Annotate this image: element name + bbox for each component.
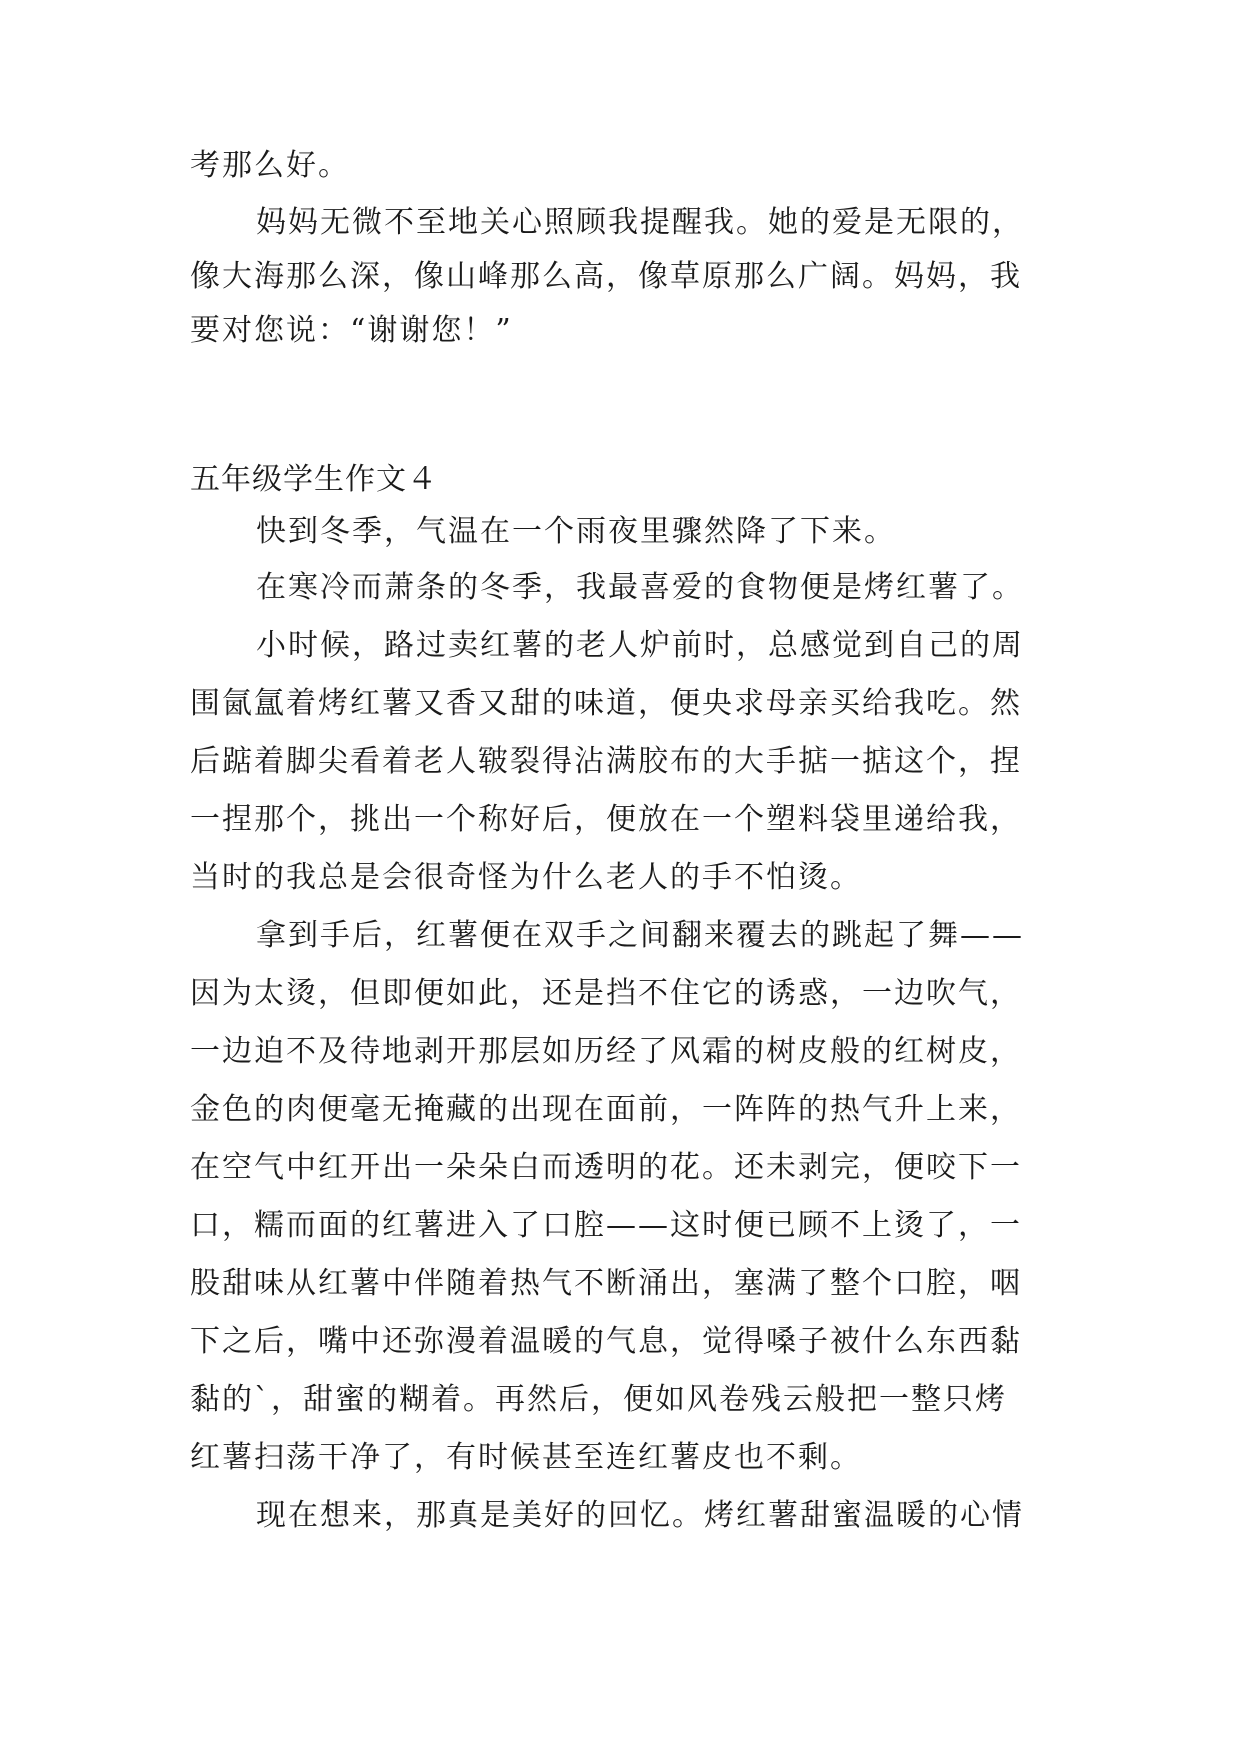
text-line: 小时候，路过卖红薯的老人炉前时，总感觉到自己的周	[256, 628, 1024, 663]
text-line: 快到冬季，气温在一个雨夜里骤然降了下来。	[256, 514, 896, 549]
text-line: 考那么好。	[190, 148, 350, 183]
text-line: 股甜味从红薯中伴随着热气不断涌出，塞满了整个口腔，咽	[190, 1266, 1022, 1301]
text-line: 像大海那么深，像山峰那么高，像草原那么广阔。妈妈，我	[190, 259, 1022, 294]
text-line: 当时的我总是会很奇怪为什么老人的手不怕烫。	[190, 860, 862, 895]
text-line: 在空气中红开出一朵朵白而透明的花。还未剥完，便咬下一	[190, 1150, 1022, 1185]
text-line: 一捏那个，挑出一个称好后，便放在一个塑料袋里递给我，	[190, 802, 1022, 837]
text-line: 红薯扫荡干净了，有时候甚至连红薯皮也不剩。	[190, 1440, 862, 1475]
text-line: 现在想来，那真是美好的回忆。烤红薯甜蜜温暖的心情	[256, 1498, 1024, 1533]
text-line: 要对您说：“谢谢您！”	[190, 313, 513, 348]
text-line: 后踮着脚尖看着老人皲裂得沾满胶布的大手掂一掂这个，捏	[190, 744, 1022, 779]
text-line: 金色的肉便毫无掩藏的出现在面前，一阵阵的热气升上来，	[190, 1092, 1022, 1127]
section-heading: 五年级学生作文４	[190, 462, 438, 497]
text-line: 因为太烫，但即便如此，还是挡不住它的诱惑，一边吹气，	[190, 976, 1022, 1011]
text-line: 下之后，嘴中还弥漫着温暖的气息，觉得嗓子被什么东西黏	[190, 1324, 1022, 1359]
text-line: 黏的`，甜蜜的糊着。再然后，便如风卷残云般把一整只烤	[190, 1382, 1007, 1417]
text-line: 在寒冷而萧条的冬季，我最喜爱的食物便是烤红薯了。	[256, 570, 1024, 605]
text-line: 口，糯而面的红薯进入了口腔——这时便已顾不上烫了，一	[190, 1208, 1022, 1243]
text-line: 围氤氲着烤红薯又香又甜的味道，便央求母亲买给我吃。然	[190, 686, 1022, 721]
text-line: 拿到手后，红薯便在双手之间翻来覆去的跳起了舞——	[256, 918, 1024, 953]
text-line: 妈妈无微不至地关心照顾我提醒我。她的爱是无限的，	[256, 205, 1024, 240]
text-line: 一边迫不及待地剥开那层如历经了风霜的树皮般的红树皮，	[190, 1034, 1022, 1069]
